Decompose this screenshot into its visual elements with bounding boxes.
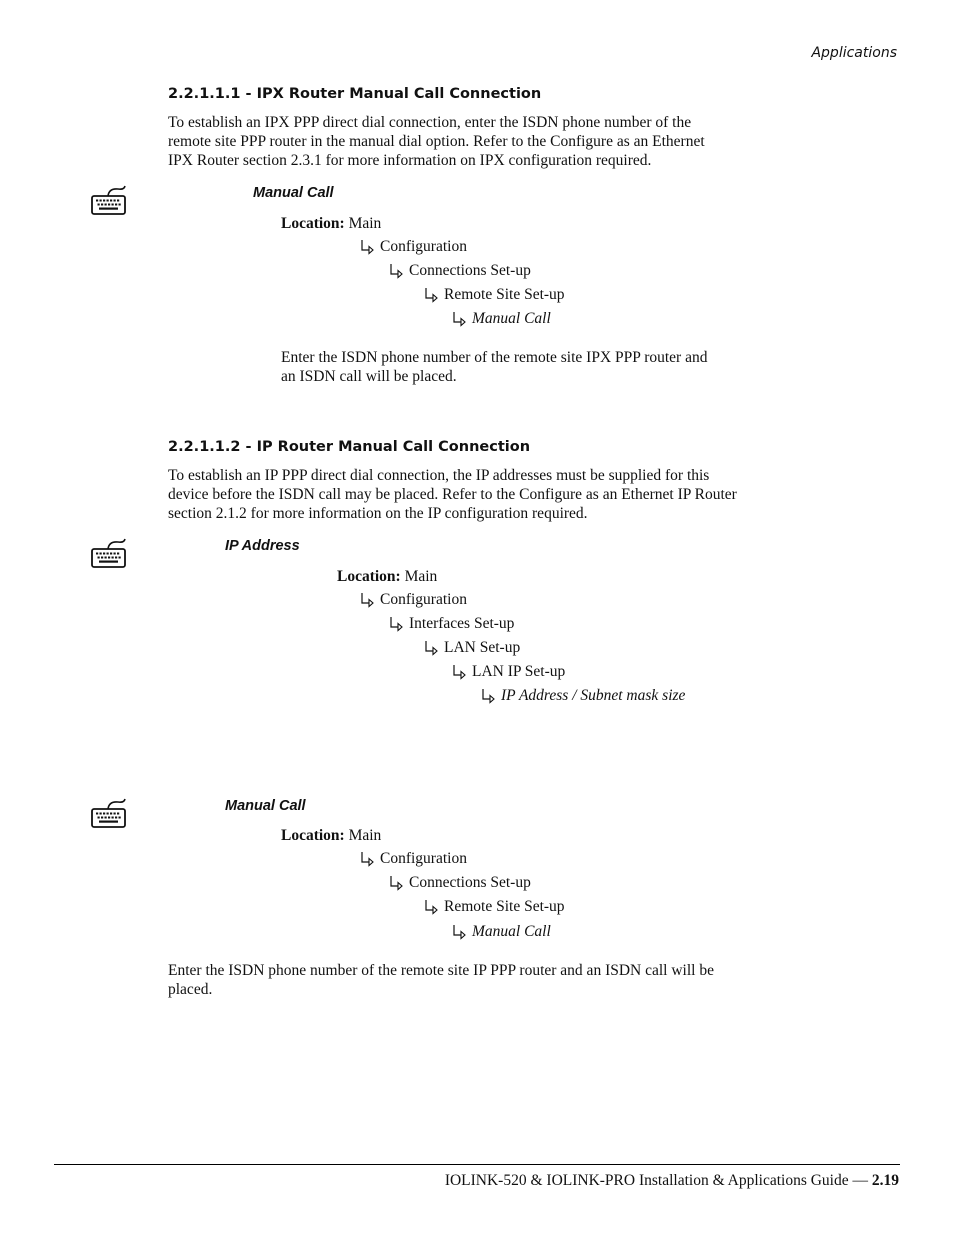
- menu-path-label: Remote Site Set-up: [444, 898, 565, 915]
- location-label: Location:: [281, 827, 345, 844]
- return-arrow-icon: [359, 239, 375, 255]
- manual-call-label: Manual Call: [225, 798, 306, 814]
- return-arrow-icon: [388, 616, 404, 632]
- location-label: Location:: [281, 215, 345, 232]
- return-arrow-icon: [359, 592, 375, 608]
- return-arrow-icon: [451, 311, 467, 327]
- menu-path-item: [388, 262, 531, 280]
- menu-path-item: [423, 286, 565, 304]
- keyboard-icon: [88, 537, 128, 571]
- menu-path-item: [451, 923, 551, 941]
- ip-closing-line-1: Enter the ISDN phone number of the remote site IP PPP router and an ISDN call will be: [168, 962, 714, 979]
- return-arrow-icon: [388, 263, 404, 279]
- menu-path-label: Connections Set-up: [409, 262, 531, 279]
- menu-path-label: Remote Site Set-up: [444, 286, 565, 303]
- ipx-intro-line-3: IPX Router section 2.3.1 for more information on IPX configuration required.: [168, 152, 652, 169]
- ip-intro-line-3: section 2.1.2 for more information on the IP configuration required.: [168, 505, 588, 522]
- location-value: Main: [404, 568, 438, 585]
- return-arrow-icon: [423, 640, 439, 656]
- menu-path-item: [359, 238, 467, 256]
- return-arrow-icon: [423, 287, 439, 303]
- ip-intro-line-2: device before the ISDN call may be placed. Refer to the Configure as an Ethernet IP Router: [168, 486, 737, 503]
- ipx-note-line-1: Enter the ISDN phone number of the remote site IPX PPP router and: [281, 349, 708, 366]
- menu-path-label: Manual Call: [472, 310, 551, 327]
- menu-path-label: Manual Call: [472, 923, 551, 940]
- location-label: Location:: [337, 568, 401, 585]
- menu-path-item: [451, 310, 551, 328]
- return-arrow-icon: [359, 851, 375, 867]
- menu-path-item: [388, 615, 514, 633]
- ip-closing-line-2: placed.: [168, 981, 213, 998]
- menu-path-label: LAN IP Set-up: [472, 663, 566, 680]
- ip-address-label: IP Address: [225, 538, 300, 554]
- section-heading-ipx: 2.2.1.1.1 - IPX Router Manual Call Connection: [168, 86, 542, 102]
- menu-path-item: [359, 591, 467, 609]
- menu-path-item: [359, 850, 467, 868]
- page-number: 2.19: [871, 1172, 899, 1189]
- menu-path-item: [423, 639, 520, 657]
- menu-path-item: [388, 874, 531, 892]
- menu-path-item: [423, 898, 565, 916]
- menu-path-label: Connections Set-up: [409, 874, 531, 891]
- location-line: [337, 568, 437, 586]
- page-footer: [445, 1172, 899, 1190]
- section-heading-ip: 2.2.1.1.2 - IP Router Manual Call Connection: [168, 439, 531, 455]
- return-arrow-icon: [451, 664, 467, 680]
- return-arrow-icon: [451, 924, 467, 940]
- location-line: [281, 215, 381, 233]
- menu-path-item: [451, 663, 565, 681]
- menu-path-label: Configuration: [380, 850, 467, 867]
- return-arrow-icon: [480, 688, 496, 704]
- location-value: Main: [348, 827, 382, 844]
- return-arrow-icon: [423, 899, 439, 915]
- location-line: [281, 827, 381, 845]
- footer-title: IOLINK-520 & IOLINK-PRO Installation & Applications Guide —: [444, 1172, 868, 1189]
- location-value: Main: [348, 215, 382, 232]
- keyboard-icon: [88, 797, 128, 831]
- return-arrow-icon: [388, 875, 404, 891]
- menu-path-label: Interfaces Set-up: [409, 615, 515, 632]
- ipx-intro-line-1: To establish an IPX PPP direct dial connection, enter the ISDN phone number of the: [168, 114, 692, 131]
- menu-path-label: IP Address / Subnet mask size: [501, 687, 686, 704]
- footer-rule: [54, 1164, 900, 1165]
- menu-path-label: Configuration: [380, 238, 467, 255]
- ipx-note-line-2: an ISDN call will be placed.: [281, 368, 457, 385]
- menu-path-item: [480, 687, 685, 705]
- manual-call-label: Manual Call: [253, 185, 334, 201]
- keyboard-icon: [88, 184, 128, 218]
- ipx-intro-line-2: remote site PPP router in the manual dial option. Refer to the Configure as an Ethernet: [168, 133, 705, 150]
- menu-path-label: LAN Set-up: [444, 639, 521, 656]
- menu-path-label: Configuration: [380, 591, 467, 608]
- running-header: Applications: [811, 45, 897, 61]
- ip-intro-line-1: To establish an IP PPP direct dial connection, the IP addresses must be supplied for this: [168, 467, 710, 484]
